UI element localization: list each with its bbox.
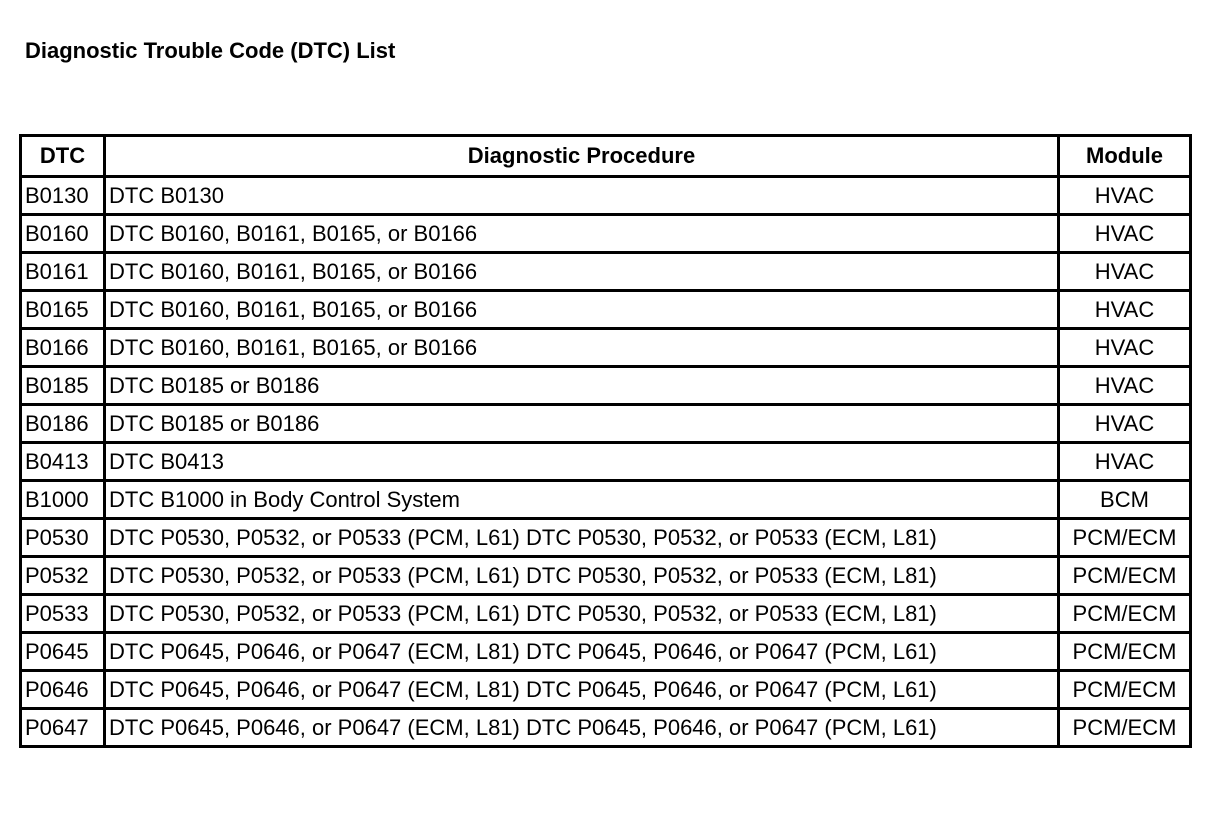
header-dtc: DTC — [22, 137, 106, 178]
diagnostic-procedure-cell: DTC B0160, B0161, B0165, or B0166 — [106, 330, 1060, 368]
table-row — [22, 368, 1192, 406]
module-cell: HVAC — [1060, 444, 1192, 482]
table-row — [22, 672, 1192, 710]
table-row — [22, 330, 1192, 368]
diagnostic-procedure-cell: DTC B0160, B0161, B0165, or B0166 — [106, 292, 1060, 330]
module-cell: PCM/ECM — [1060, 672, 1192, 710]
dtc-code-cell: B0165 — [22, 292, 106, 330]
dtc-code-cell: B0166 — [22, 330, 106, 368]
diagnostic-procedure-cell: DTC P0530, P0532, or P0533 (PCM, L61) DTC P0530, P0532, or P0533 (ECM, L81) — [106, 558, 1060, 596]
table-row — [22, 710, 1192, 748]
diagnostic-procedure-cell: DTC P0645, P0646, or P0647 (ECM, L81) DTC P0645, P0646, or P0647 (PCM, L61) — [106, 672, 1060, 710]
module-cell: HVAC — [1060, 330, 1192, 368]
module-cell: HVAC — [1060, 178, 1192, 216]
diagnostic-procedure-cell: DTC P0645, P0646, or P0647 (ECM, L81) DTC P0645, P0646, or P0647 (PCM, L61) — [106, 634, 1060, 672]
diagnostic-procedure-cell: DTC P0530, P0532, or P0533 (PCM, L61) DTC P0530, P0532, or P0533 (ECM, L81) — [106, 596, 1060, 634]
table-header-row — [22, 137, 1192, 178]
dtc-code-cell: P0532 — [22, 558, 106, 596]
dtc-code-cell: B0160 — [22, 216, 106, 254]
diagnostic-procedure-cell: DTC B0160, B0161, B0165, or B0166 — [106, 254, 1060, 292]
table-row — [22, 178, 1192, 216]
table-row — [22, 444, 1192, 482]
table-body — [22, 178, 1192, 748]
diagnostic-procedure-cell: DTC B0160, B0161, B0165, or B0166 — [106, 216, 1060, 254]
table-row — [22, 292, 1192, 330]
header-diagnostic-procedure: Diagnostic Procedure — [106, 137, 1060, 178]
table-row — [22, 520, 1192, 558]
diagnostic-procedure-cell: DTC B0185 or B0186 — [106, 368, 1060, 406]
page-title: Diagnostic Trouble Code (DTC) List — [25, 38, 396, 63]
module-cell: HVAC — [1060, 254, 1192, 292]
dtc-code-cell: B0413 — [22, 444, 106, 482]
module-cell: HVAC — [1060, 368, 1192, 406]
diagnostic-procedure-cell: DTC B1000 in Body Control System — [106, 482, 1060, 520]
diagnostic-procedure-cell: DTC B0130 — [106, 178, 1060, 216]
table-row — [22, 558, 1192, 596]
module-cell: PCM/ECM — [1060, 710, 1192, 748]
table-row — [22, 216, 1192, 254]
dtc-code-cell: P0646 — [22, 672, 106, 710]
dtc-code-cell: B0186 — [22, 406, 106, 444]
dtc-code-cell: P0533 — [22, 596, 106, 634]
diagnostic-procedure-cell: DTC B0413 — [106, 444, 1060, 482]
dtc-code-cell: B0161 — [22, 254, 106, 292]
module-cell: PCM/ECM — [1060, 558, 1192, 596]
dtc-code-cell: B0185 — [22, 368, 106, 406]
table-row — [22, 482, 1192, 520]
diagnostic-procedure-cell: DTC B0185 or B0186 — [106, 406, 1060, 444]
dtc-code-cell: B1000 — [22, 482, 106, 520]
module-cell: PCM/ECM — [1060, 596, 1192, 634]
module-cell: PCM/ECM — [1060, 520, 1192, 558]
table-row — [22, 634, 1192, 672]
dtc-code-cell: P0647 — [22, 710, 106, 748]
module-cell: HVAC — [1060, 216, 1192, 254]
dtc-table — [19, 134, 1192, 748]
diagnostic-procedure-cell: DTC P0645, P0646, or P0647 (ECM, L81) DTC P0645, P0646, or P0647 (PCM, L61) — [106, 710, 1060, 748]
module-cell: BCM — [1060, 482, 1192, 520]
module-cell: HVAC — [1060, 292, 1192, 330]
table-row — [22, 254, 1192, 292]
dtc-code-cell: P0530 — [22, 520, 106, 558]
module-cell: PCM/ECM — [1060, 634, 1192, 672]
table-row — [22, 596, 1192, 634]
header-module: Module — [1060, 137, 1192, 178]
dtc-code-cell: P0645 — [22, 634, 106, 672]
module-cell: HVAC — [1060, 406, 1192, 444]
diagnostic-procedure-cell: DTC P0530, P0532, or P0533 (PCM, L61) DTC P0530, P0532, or P0533 (ECM, L81) — [106, 520, 1060, 558]
dtc-code-cell: B0130 — [22, 178, 106, 216]
table-row — [22, 406, 1192, 444]
